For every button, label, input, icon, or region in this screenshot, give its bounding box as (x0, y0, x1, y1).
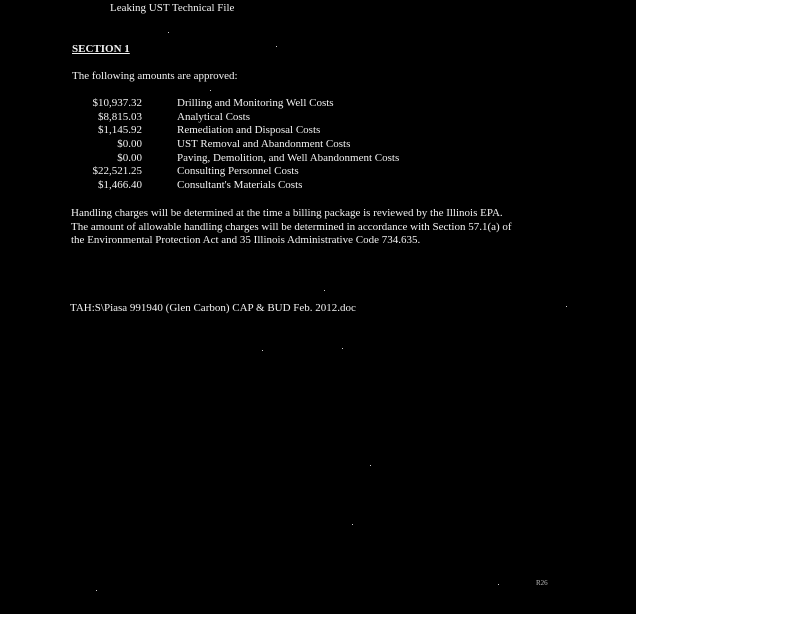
cost-row (72, 111, 399, 125)
cost-description: Paving, Demolition, and Well Abandonment Costs (177, 151, 400, 164)
cost-row (72, 124, 399, 138)
cost-amount: $0.00 (117, 138, 142, 151)
cost-amount: $1,145.92 (98, 124, 142, 137)
intro-text: The following amounts are approved: (72, 70, 238, 82)
cost-row (72, 165, 399, 179)
scan-speck (96, 590, 97, 591)
scan-speck (210, 90, 211, 91)
section-title: SECTION 1 (72, 43, 130, 55)
scan-speck (262, 350, 263, 351)
scan-speck (498, 584, 499, 585)
scan-speck (352, 524, 353, 525)
cost-description: UST Removal and Abandonment Costs (177, 138, 351, 151)
scan-speck (276, 46, 277, 47)
cost-description: Remediation and Disposal Costs (177, 124, 321, 137)
paragraph-line: the Environmental Protection Act and 35 Illinois Administrative Code 734.635. (71, 234, 421, 247)
cost-amount: $0.00 (117, 151, 142, 164)
scan-speck (566, 306, 567, 307)
cost-description: Consultant's Materials Costs (177, 179, 303, 192)
scan-speck (324, 290, 325, 291)
page-mark: R26 (536, 579, 548, 587)
approved-costs-table (72, 97, 399, 193)
scan-speck (342, 348, 343, 349)
handling-charges-paragraph (71, 207, 571, 248)
cost-row (72, 97, 399, 111)
scan-speck (370, 465, 371, 466)
cost-amount: $8,815.03 (98, 110, 142, 123)
paragraph-line: The amount of allowable handling charges will be determined in accordance with Section 57.1(a) of (71, 220, 512, 233)
cost-row (72, 152, 399, 166)
cost-amount: $22,521.25 (92, 165, 142, 178)
cost-amount: $10,937.32 (92, 97, 142, 109)
cost-description: Consulting Personnel Costs (177, 165, 299, 178)
document-header: Leaking UST Technical File (110, 2, 235, 14)
cost-description: Drilling and Monitoring Well Costs (177, 97, 334, 109)
cost-description: Analytical Costs (177, 110, 251, 123)
cost-row (72, 179, 399, 193)
cost-amount: $1,466.40 (98, 179, 142, 192)
scan-speck (168, 32, 169, 33)
cost-row (72, 138, 399, 152)
file-path-footer: TAH:S\Piasa 991940 (Glen Carbon) CAP & BUD Feb. 2012.doc (70, 302, 356, 314)
paragraph-line: Handling charges will be determined at the time a billing package is reviewed by the Illinois EPA. (71, 207, 503, 219)
